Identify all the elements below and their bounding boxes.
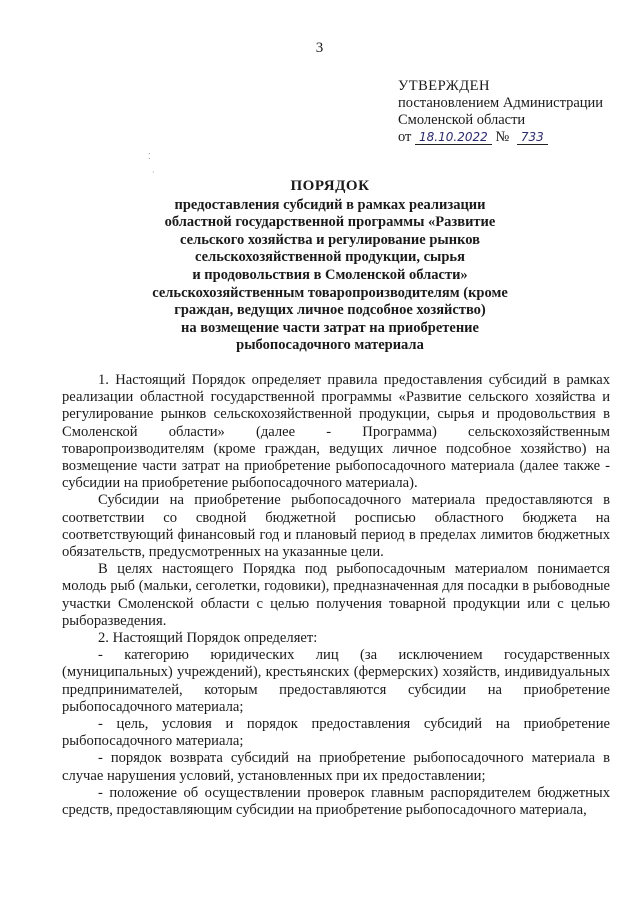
paragraph: 2. Настоящий Порядок определяет:: [98, 630, 318, 647]
approval-from-label: от: [398, 129, 412, 145]
paragraph: 1. Настоящий Порядок определяет правила предоставления субсидий в рамках реализации областной государственной программы «Развитие сельского хозяйства и регулирование рынков сельскохозяйственной продукции, сырья и продовольствия в Смоленской области» (далее - Программа) сельскохозяйственным товаропроизводителям (кроме граждан, ведущих личное подсобное хозяйство) на возмещение части затрат на приобретение рыбопосадочного материала (далее также - субсидии на приобретение рыбопосадочного материала).: [62, 372, 610, 492]
approval-number: 733: [517, 130, 548, 145]
list-item: - положение об осуществлении проверок главным распорядителем бюджетных средств, предоставляющим субсидии на приобретение рыбопосадочного материала,: [62, 784, 610, 819]
paragraph: В целях настоящего Порядка под рыбопосадочным материалом понимается молодь рыб (мальки, сеголетки, годовики), предназначенная для посадки в рыбоводные участки Смоленской области с целью получения товарной продукции или с целью рыборазведения.: [62, 561, 610, 629]
list-item: - категорию юридических лиц (за исключением государственных (муниципальных) учреждений), крестьянских (фермерских) хозяйств, индивидуальных предпринимателей, которым предоставляются субсидии на приобретение рыбопосадочного материала;: [62, 647, 610, 715]
list-item: - цель, условия и порядок предоставления субсидий на приобретение рыбопосадочного материала;: [62, 716, 610, 750]
approval-number-label: №: [495, 129, 510, 145]
speck-mark: ·: [152, 168, 155, 177]
heading-line: на возмещение части затрат на приобретение: [181, 319, 479, 336]
document-body: [62, 372, 610, 819]
list-item: - порядок возврата субсидий на приобретение рыбопосадочного материала в случае нарушения условий, установленных при их предоставлении;: [62, 750, 610, 784]
speck-mark: ⁚: [148, 152, 151, 161]
document-heading: [80, 178, 580, 355]
approval-title: УТВЕРЖДЕН: [398, 78, 490, 94]
heading-line: сельскохозяйственным товаропроизводителям (кроме: [152, 284, 508, 301]
approval-line-2: Смоленской области: [398, 112, 526, 128]
heading-line: предоставления субсидий в рамках реализации: [174, 196, 486, 213]
approval-line-1: постановлением Администрации: [398, 95, 604, 111]
page-number: 3: [315, 40, 324, 56]
paragraph: Субсидии на приобретение рыбопосадочного материала предоставляются в соответствии со сводной бюджетной росписью областного бюджета на соответствующий финансовый год и плановый период в пределах лимитов бюджетных обязательств, предусмотренных на указанные цели.: [62, 492, 610, 561]
heading-line: сельскохозяйственной продукции, сырья: [195, 249, 465, 266]
approval-date: 18.10.2022: [415, 130, 492, 145]
heading-line: областной государственной программы «Развитие: [164, 214, 496, 231]
approval-block: [398, 78, 603, 146]
document-title: ПОРЯДОК: [290, 178, 370, 194]
heading-line: граждан, ведущих личное подсобное хозяйство): [174, 302, 486, 319]
heading-line: и продовольствия в Смоленской области»: [192, 266, 468, 283]
approval-date-line: [398, 129, 603, 146]
heading-line: сельского хозяйства и регулирование рынков: [180, 231, 480, 248]
heading-line: рыбопосадочного материала: [236, 337, 424, 354]
